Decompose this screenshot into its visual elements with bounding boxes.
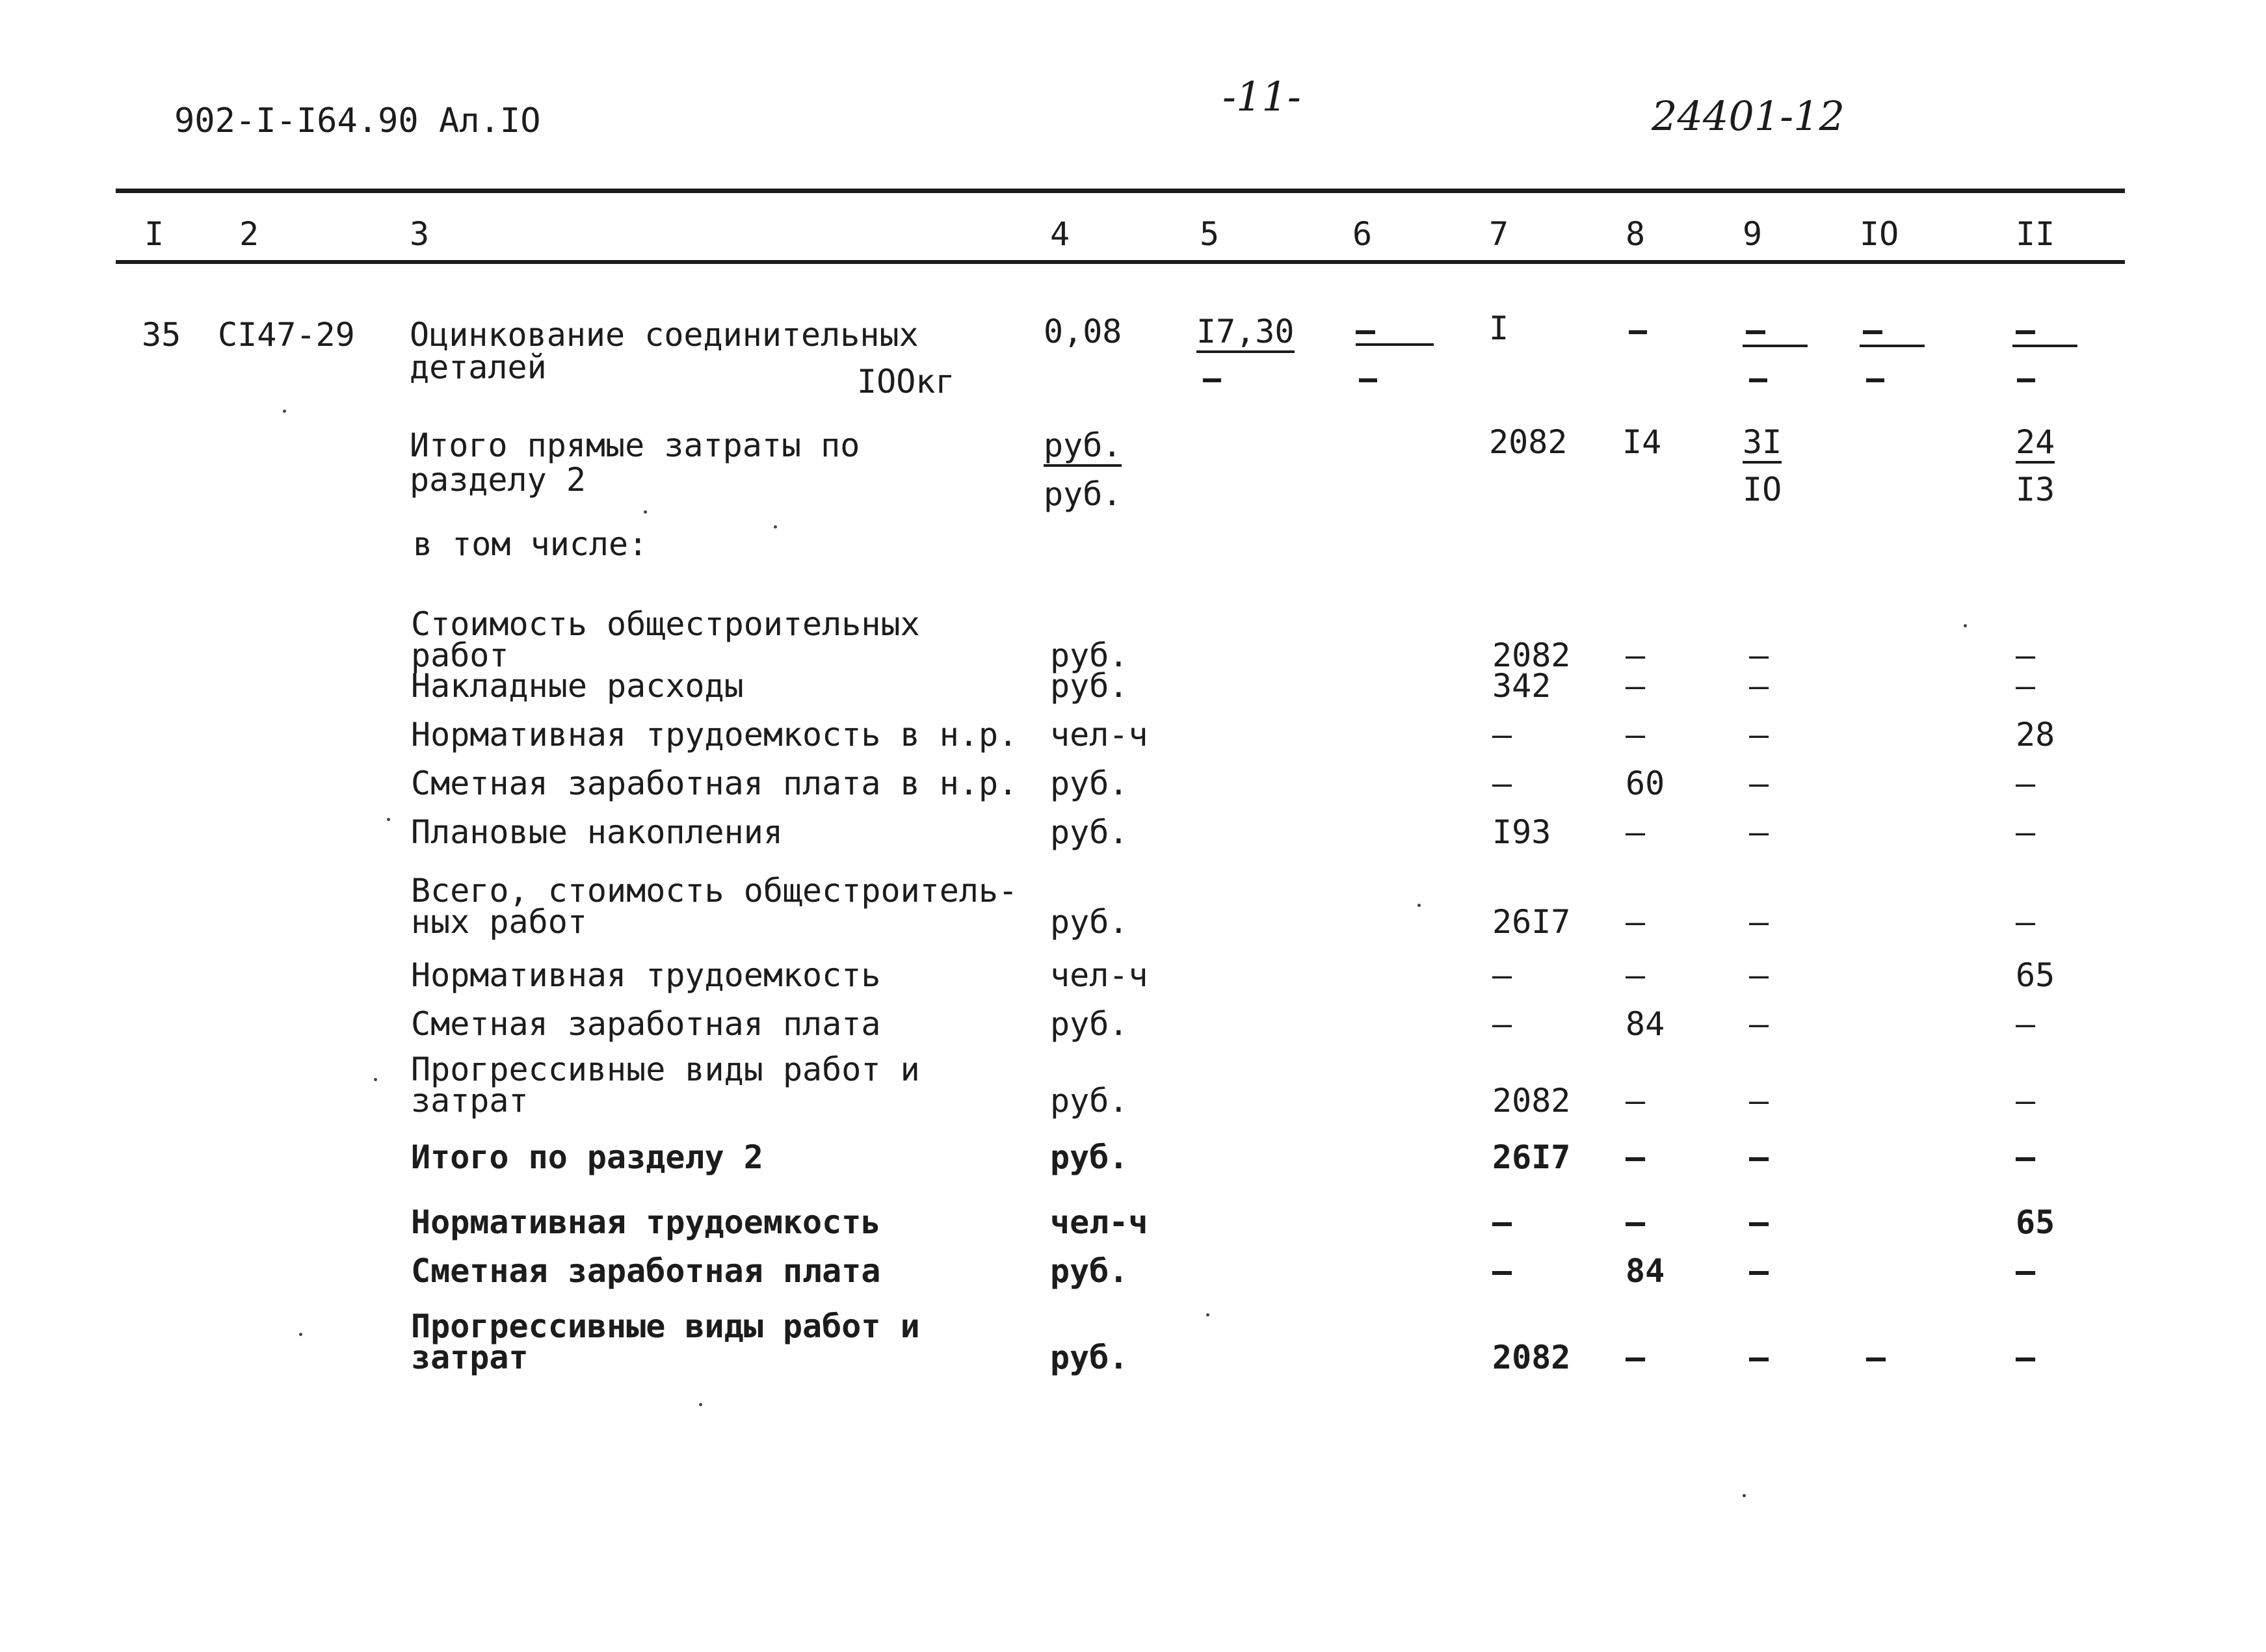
empty-dash — [1866, 378, 1884, 382]
row-unit: руб. — [1050, 636, 1129, 674]
row-value-c9: – — [1749, 765, 1769, 802]
scan-speck — [299, 1333, 302, 1336]
row-value-c9: – — [1749, 716, 1769, 754]
scan-speck — [283, 410, 286, 413]
archive-number: 24401-12 — [1652, 92, 1845, 140]
direct-total-wages: I4 — [1622, 423, 1662, 461]
row-value-c7: – — [1492, 1005, 1512, 1043]
row-label-continued: работ — [411, 636, 509, 674]
row-value-c8: – — [1626, 667, 1646, 705]
item-quantity: 0,08 — [1044, 313, 1122, 350]
row-value-c8: – — [1626, 1339, 1646, 1376]
row-value-c8: – — [1626, 1138, 1646, 1176]
column-header: I — [144, 215, 165, 253]
row-value-c11: – — [2016, 667, 2036, 705]
column-header: 7 — [1489, 215, 1509, 253]
column-header: 3 — [410, 215, 430, 253]
column-header: 9 — [1743, 215, 1763, 253]
row-unit: руб. — [1050, 813, 1129, 851]
row-value-c8: 84 — [1626, 1005, 1665, 1043]
item-measure-unit: IOOкг — [857, 363, 955, 400]
row-unit: руб. — [1050, 903, 1129, 941]
row-label: Нормативная трудоемкость в н.р. — [411, 716, 1018, 754]
empty-dash — [1356, 330, 1375, 334]
row-value-c8: – — [1626, 956, 1646, 994]
row-unit: чел-ч — [1050, 1203, 1148, 1241]
direct-total-machines: 3I — [1743, 426, 1782, 464]
row-label: Нормативная трудоемкость — [411, 956, 881, 994]
row-value-c9: – — [1749, 667, 1769, 705]
row-value-c11: 65 — [2016, 956, 2055, 994]
row-value-c11: – — [2016, 903, 2036, 941]
row-unit: руб. — [1050, 1138, 1129, 1176]
row-label: Стоимость общестроительных — [411, 605, 920, 643]
scan-speck — [1206, 1313, 1209, 1317]
row-label: Всего, стоимость общестроитель- — [411, 872, 1018, 910]
row-label: Итого по разделу 2 — [411, 1138, 763, 1176]
row-label: Сметная заработная плата — [411, 1005, 881, 1043]
row-value-c11: – — [2016, 1252, 2036, 1290]
row-unit: руб. — [1050, 765, 1129, 802]
direct-total-label-continued: разделу 2 — [410, 461, 586, 499]
row-value-c11: – — [2016, 1005, 2036, 1043]
row-unit: чел-ч — [1050, 716, 1148, 754]
empty-dash — [1629, 330, 1647, 334]
direct-total-labor: 24 — [2016, 426, 2055, 464]
row-value-c9: – — [1749, 1252, 1769, 1290]
fraction-bar — [1860, 345, 1925, 347]
column-header: IO — [1860, 215, 1899, 253]
empty-dash — [1863, 330, 1882, 334]
row-value-c7: 342 — [1492, 667, 1551, 705]
row-value-c7: – — [1492, 956, 1512, 994]
row-value-c11: – — [2016, 1138, 2036, 1176]
empty-dash — [2017, 378, 2035, 382]
scan-speck — [374, 1078, 377, 1081]
row-value-c8: – — [1626, 903, 1646, 941]
row-label: Сметная заработная плата в н.р. — [411, 765, 1018, 802]
item-unit-price: I7,30 — [1196, 315, 1295, 353]
scan-speck — [1417, 904, 1421, 907]
row-unit: руб. — [1050, 667, 1129, 705]
item-name-continued: деталей — [410, 348, 547, 386]
empty-dash — [1359, 378, 1377, 382]
row-value-c9: – — [1749, 1138, 1769, 1176]
fraction-bar — [1743, 345, 1808, 347]
row-value-c11: – — [2016, 1339, 2036, 1376]
row-value-c8: – — [1626, 1082, 1646, 1120]
scan-speck — [774, 525, 777, 529]
row-value-c7: – — [1492, 716, 1512, 754]
document-code: 902-I-I64.90 Ал.IO — [174, 101, 541, 140]
row-value-c11: – — [2016, 636, 2036, 674]
header-bottom-rule — [116, 260, 2125, 264]
row-label: Сметная заработная плата — [411, 1252, 881, 1290]
column-header: 5 — [1200, 215, 1220, 253]
column-header: 4 — [1050, 215, 1070, 253]
row-value-c7: – — [1492, 765, 1512, 802]
direct-total-labor-machines: I3 — [2016, 471, 2055, 508]
row-value-c9: – — [1749, 636, 1769, 674]
page-number: -11- — [1222, 73, 1301, 120]
item-total: I — [1489, 309, 1509, 347]
direct-total-machines-wages: IO — [1743, 471, 1782, 508]
fraction-bar — [1356, 343, 1434, 346]
row-value-c7: 2082 — [1492, 636, 1571, 674]
row-label: Прогрессивные виды работ и — [411, 1051, 920, 1088]
row-value-c11: – — [2016, 1082, 2036, 1120]
row-unit: руб. — [1050, 1082, 1129, 1120]
row-label-continued: ных работ — [411, 903, 587, 941]
row-value-c8: – — [1626, 813, 1646, 851]
direct-total-sum: 2082 — [1489, 423, 1568, 461]
row-unit: руб. — [1050, 1252, 1129, 1290]
row-value-c11: – — [2016, 813, 2036, 851]
column-header: 8 — [1626, 215, 1646, 253]
row-value-c7: 2082 — [1492, 1339, 1571, 1376]
row-unit: руб. — [1050, 1005, 1129, 1043]
row-value-c7: 26I7 — [1492, 903, 1571, 941]
row-value-c9: – — [1749, 1203, 1769, 1241]
row-value-c10: – — [1866, 1339, 1886, 1376]
row-value-c11: – — [2016, 765, 2036, 802]
empty-dash — [1203, 378, 1221, 382]
row-value-c11: 28 — [2016, 716, 2055, 754]
row-label: Нормативная трудоемкость — [411, 1203, 881, 1241]
row-value-c7: I93 — [1492, 813, 1551, 851]
row-value-c7: – — [1492, 1252, 1512, 1290]
row-value-c9: – — [1749, 1339, 1769, 1376]
row-value-c9: – — [1749, 813, 1769, 851]
row-unit: руб. — [1050, 1339, 1129, 1376]
row-value-c9: – — [1749, 903, 1769, 941]
row-label: Прогрессивные виды работ и — [411, 1307, 920, 1345]
table-top-rule — [116, 189, 2125, 193]
row-label: Накладные расходы — [411, 667, 744, 705]
scan-speck — [699, 1403, 702, 1406]
item-name: Оцинкование соединительных — [410, 316, 919, 354]
scan-speck — [1964, 624, 1967, 627]
direct-total-unit: руб. — [1044, 429, 1122, 467]
row-unit: чел-ч — [1050, 956, 1148, 994]
row-value-c9: – — [1749, 1082, 1769, 1120]
scan-speck — [387, 818, 390, 821]
row-value-c8: – — [1626, 716, 1646, 754]
including-label: в том числе: — [413, 525, 648, 563]
item-code: CI47-29 — [218, 316, 355, 354]
row-value-c8: – — [1626, 1203, 1646, 1241]
row-value-c7: 26I7 — [1492, 1138, 1571, 1176]
row-label: Плановые накопления — [411, 813, 783, 851]
direct-total-label: Итого прямые затраты по — [410, 426, 860, 464]
row-value-c8: 60 — [1626, 765, 1665, 802]
empty-dash — [2016, 330, 2035, 334]
item-number: 35 — [142, 316, 181, 354]
row-label-continued: затрат — [411, 1339, 529, 1376]
row-value-c8: 84 — [1626, 1252, 1665, 1290]
empty-dash — [1746, 330, 1765, 334]
column-header: 6 — [1352, 215, 1373, 253]
row-value-c9: – — [1749, 956, 1769, 994]
empty-dash — [1749, 378, 1767, 382]
fraction-bar — [2012, 345, 2077, 347]
row-value-c9: – — [1749, 1005, 1769, 1043]
row-value-c7: 2082 — [1492, 1082, 1571, 1120]
direct-total-unit-lower: руб. — [1044, 475, 1122, 513]
scan-speck — [1743, 1494, 1746, 1497]
row-value-c7: – — [1492, 1203, 1512, 1241]
scan-speck — [644, 510, 647, 514]
row-value-c8: – — [1626, 636, 1646, 674]
row-value-c11: 65 — [2016, 1203, 2055, 1241]
row-label-continued: затрат — [411, 1082, 529, 1120]
column-header: 2 — [239, 215, 259, 253]
column-header: II — [2016, 215, 2055, 253]
